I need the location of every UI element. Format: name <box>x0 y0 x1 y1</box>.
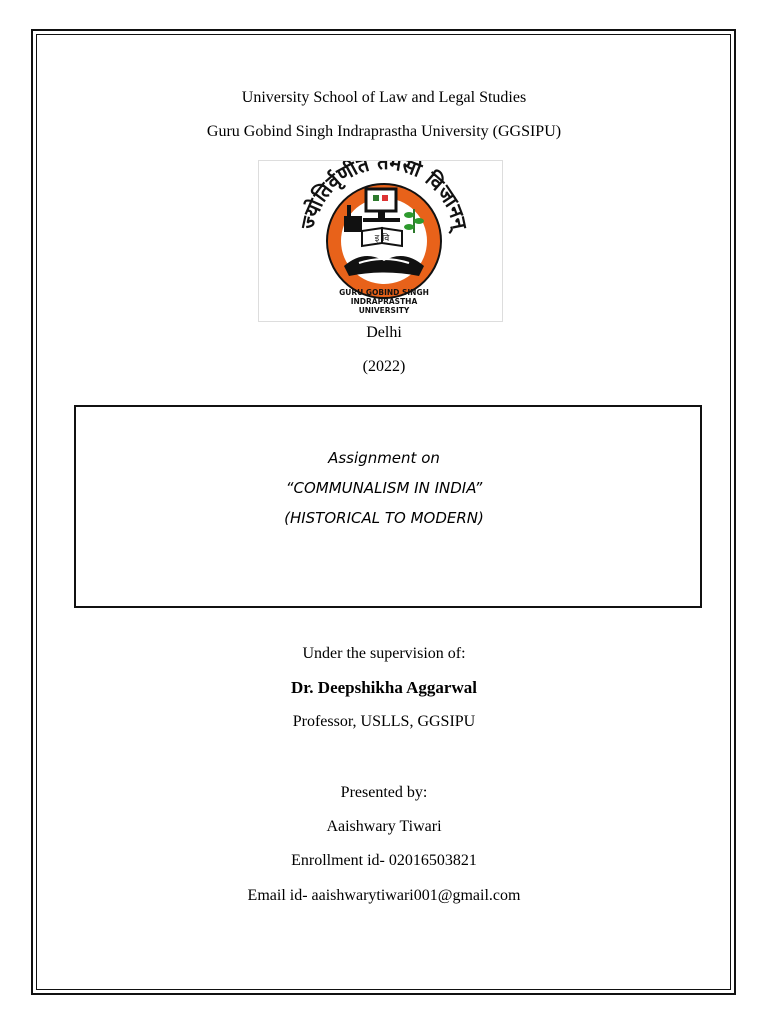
university-logo <box>258 160 503 322</box>
supervisor-name: Dr. Deepshikha Aggarwal <box>291 678 477 697</box>
svg-text:UNIVERSITY: UNIVERSITY <box>358 306 410 315</box>
presenter-label: Presented by: <box>340 784 428 801</box>
place: Delhi <box>366 324 402 341</box>
presenter-name: Aaishwary Tiwari <box>326 818 442 835</box>
university-name: Guru Gobind Singh Indraprastha University (GGSIPU) <box>206 123 562 140</box>
svg-text:इ वि: इ वि <box>374 234 390 244</box>
svg-text:INDRAPRASTHA: INDRAPRASTHA <box>350 297 418 306</box>
svg-text:ज्योतिर्वृणीत तमसो विजानन्: ज्योतिर्वृणीत तमसो विजानन् <box>295 161 473 232</box>
enrollment-id: Enrollment id- 02016503821 <box>291 852 477 869</box>
email-id: Email id- aaishwarytiwari001@gmail.com <box>247 887 521 904</box>
year: (2022) <box>362 358 406 375</box>
assignment-topic: “COMMUNALISM IN INDIA” <box>285 479 483 497</box>
assignment-label: Assignment on <box>328 449 440 467</box>
school-name: University School of Law and Legal Studies <box>241 89 527 106</box>
supervision-label: Under the supervision of: <box>302 645 466 662</box>
assignment-title-box <box>74 405 702 608</box>
supervisor-designation: Professor, USLLS, GGSIPU <box>292 713 476 730</box>
svg-text:GURU GOBIND SINGH: GURU GOBIND SINGH <box>339 288 429 297</box>
assignment-subtitle: (HISTORICAL TO MODERN) <box>284 509 484 527</box>
ggsipu-seal-icon <box>259 161 504 323</box>
